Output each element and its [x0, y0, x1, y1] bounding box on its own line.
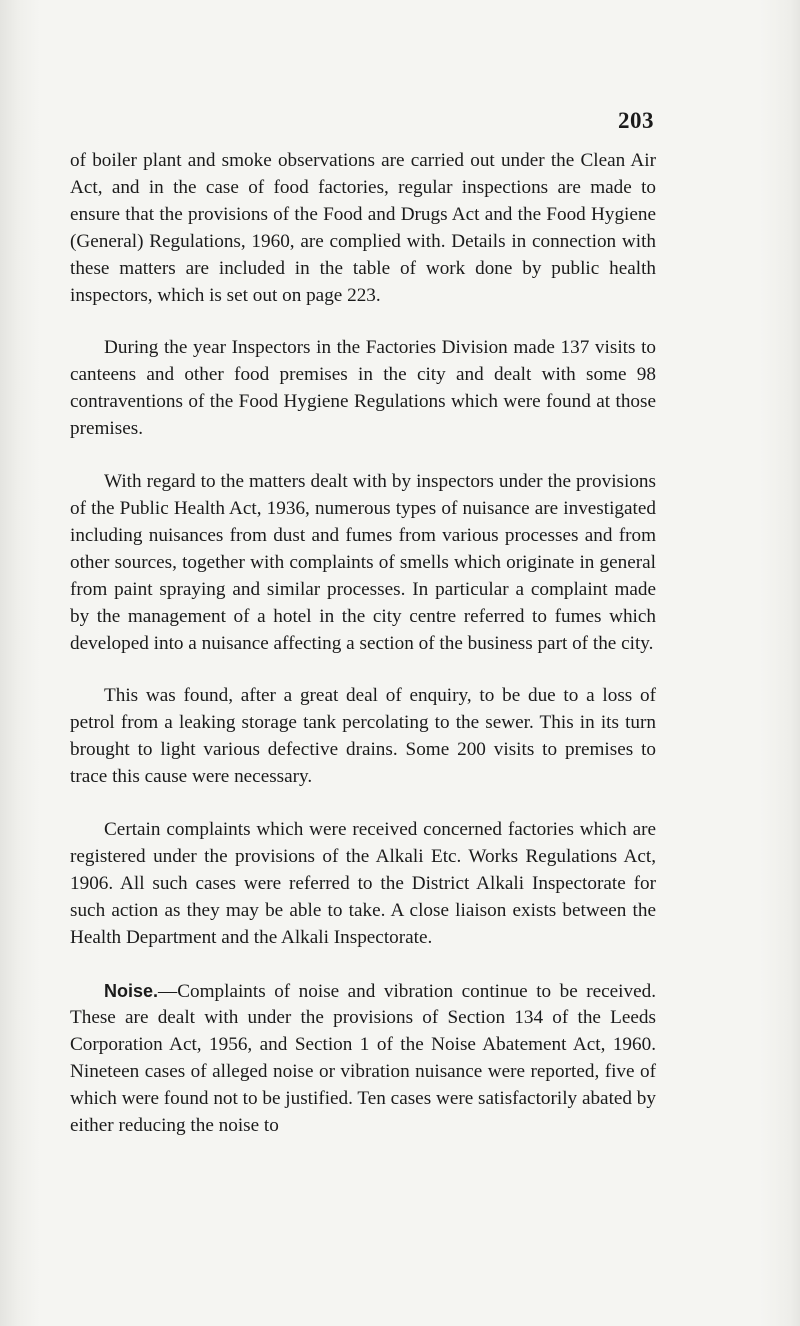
- paragraph-noise: [70, 978, 656, 1140]
- body-text: [70, 148, 656, 1140]
- paragraph-boiler-plant: of boiler plant and smoke observations are carried out under the Clean Air Act, and in the case of food factories, regular inspections are made to ensure that the provisions of the Food and Drugs Act and the Food Hygiene (General) Regulations, 1960, are complied with. Details in connection with these matters are included in the table of work done by public health inspectors, which is set out on page 223.: [70, 150, 656, 306]
- noise-paragraph-text: —Complaints of noise and vibration continue to be received. These are dealt with under the provisions of Section 134 of the Leeds Corporation Act, 1956, and Section 1 of the Noise Abatement Act, 1960. Nineteen cases of alleged noise or vibration nuisance were reported, five of which were found not to be justified. Ten cases were satisfactorily abated by either reducing the noise to: [70, 980, 656, 1137]
- page-number: 203: [618, 108, 654, 133]
- paragraph-factories-division-visits: During the year Inspectors in the Factories Division made 137 visits to canteens and other food premises in the city and dealt with some 98 contraventions of the Food Hygiene Regulations which were found at those premises.: [70, 337, 656, 440]
- paragraph-alkali-works: Certain complaints which were received concerned factories which are registered under the provisions of the Alkali Etc. Works Regulations Act, 1906. All such cases were referred to the District Alkali Inspectorate for such action as they may be able to take. A close liaison exists between the Health Department and the Alkali Inspectorate.: [70, 819, 656, 948]
- paragraph-petrol-leak: This was found, after a great deal of enquiry, to be due to a loss of petrol from a leaking storage tank percolating to the sewer. This in its turn brought to light various defective drains. Some 200 visits to premises to trace this cause were necessary.: [70, 685, 656, 788]
- paragraph-public-health-act: With regard to the matters dealt with by inspectors under the provisions of the Public Health Act, 1936, numerous types of nuisance are investigated including nuisances from dust and fumes from various processes and from other sources, together with complaints of smells which originate in general from paint spraying and similar processes. In particular a complaint made by the management of a hotel in the city centre referred to fumes which developed into a nuisance affecting a section of the business part of the city.: [70, 471, 656, 654]
- noise-heading: Noise.: [104, 980, 159, 1001]
